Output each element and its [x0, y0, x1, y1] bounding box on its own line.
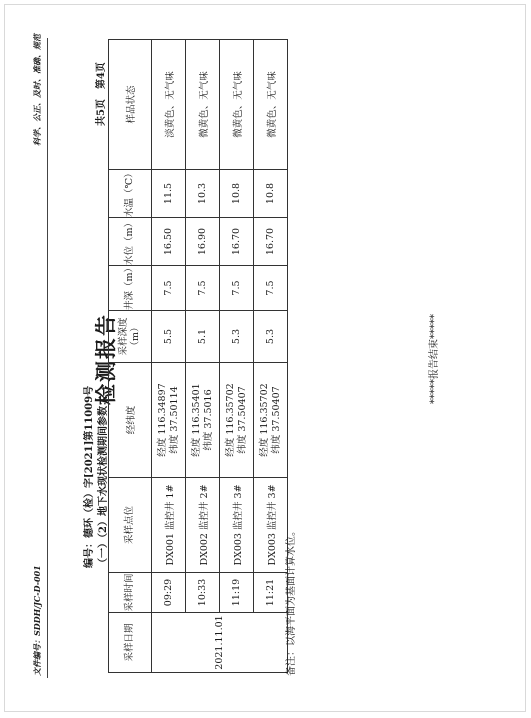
header-slogan: 科学、公正、及时、准确、规范 — [32, 34, 42, 146]
section-heading: （一）（2）地下水现状检测期间参数： — [98, 396, 109, 568]
table-note: 备注：以海平面为基面计算水位。 — [286, 526, 297, 676]
cell-time: 11:19 — [220, 573, 254, 613]
header-rule — [47, 38, 48, 678]
cell-water-temp: 10.3 — [186, 170, 220, 218]
header-water-temp: 水温（℃） — [109, 170, 152, 218]
cell-sample-state: 微黄色、无气味 — [254, 40, 288, 170]
table-row — [220, 40, 254, 673]
header-sample-state: 样品状态 — [109, 40, 152, 170]
file-number: 文件编号：SDDH/JC-D-001 — [32, 565, 42, 676]
cell-longitude: 经度 116.35702 — [224, 383, 236, 457]
header-water-level: 水位（m） — [109, 218, 152, 266]
cell-time: 11:21 — [254, 573, 288, 613]
cell-longitude: 经度 116.34897 — [156, 383, 168, 457]
cell-latitude: 纬度 37.50407 — [236, 386, 248, 454]
header-time: 采样时间 — [109, 573, 152, 613]
cell-sample-state: 微黄色、无气味 — [186, 40, 220, 170]
cell-water-level: 16.50 — [152, 218, 186, 266]
cell-point: DX001 监控井 1# — [152, 478, 186, 573]
report-code: 编号：德环（检）字[2021]第11009号 — [84, 385, 95, 568]
cell-depth: 5.1 — [186, 311, 220, 363]
table-row — [152, 40, 186, 673]
cell-well-depth: 7.5 — [186, 266, 220, 311]
cell-well-depth: 7.5 — [152, 266, 186, 311]
cell-latitude: 纬度 37.50114 — [168, 386, 180, 454]
header-point: 采样点位 — [109, 478, 152, 573]
cell-depth: 5.5 — [152, 311, 186, 363]
cell-point: DX003 监控井 3# — [254, 478, 288, 573]
cell-coordinates — [220, 363, 254, 478]
cell-water-temp: 11.5 — [152, 170, 186, 218]
cell-sample-state: 淡黄色、无气味 — [152, 40, 186, 170]
cell-sample-state: 微黄色、无气味 — [220, 40, 254, 170]
cell-water-level: 16.70 — [254, 218, 288, 266]
cell-well-depth: 7.5 — [220, 266, 254, 311]
cell-water-temp: 10.8 — [254, 170, 288, 218]
cell-point: DX002 监控井 2# — [186, 478, 220, 573]
cell-water-temp: 10.8 — [220, 170, 254, 218]
cell-longitude: 经度 116.35702 — [258, 383, 270, 457]
cell-coordinates — [186, 363, 220, 478]
cell-time: 09:29 — [152, 573, 186, 613]
header-depth: 采样深度（m） — [109, 311, 152, 363]
header-coordinates: 经纬度 — [109, 363, 152, 478]
cell-water-level: 16.90 — [186, 218, 220, 266]
cell-coordinates — [152, 363, 186, 478]
cell-time: 10:33 — [186, 573, 220, 613]
cell-water-level: 16.70 — [220, 218, 254, 266]
cell-latitude: 纬度 37.5016 — [202, 389, 214, 451]
cell-depth: 5.3 — [254, 311, 288, 363]
report-title: 检测报告 — [93, 313, 118, 405]
cell-coordinates — [254, 363, 288, 478]
table-row — [186, 40, 220, 673]
page-counter: 共5页 第4页 — [96, 62, 107, 126]
table-header-row — [109, 40, 152, 673]
cell-depth: 5.3 — [220, 311, 254, 363]
header-date: 采样日期 — [109, 613, 152, 673]
cell-date: 2021.11.01 — [152, 613, 288, 673]
cell-longitude: 经度 116.35401 — [190, 383, 202, 457]
header-well-depth: 井深（m） — [109, 266, 152, 311]
report-end-mark: *****报告结束***** — [429, 314, 440, 404]
cell-latitude: 纬度 37.50407 — [270, 386, 282, 454]
cell-point: DX003 监控井 3# — [220, 478, 254, 573]
groundwater-parameter-table — [108, 39, 288, 673]
cell-well-depth: 7.5 — [254, 266, 288, 311]
